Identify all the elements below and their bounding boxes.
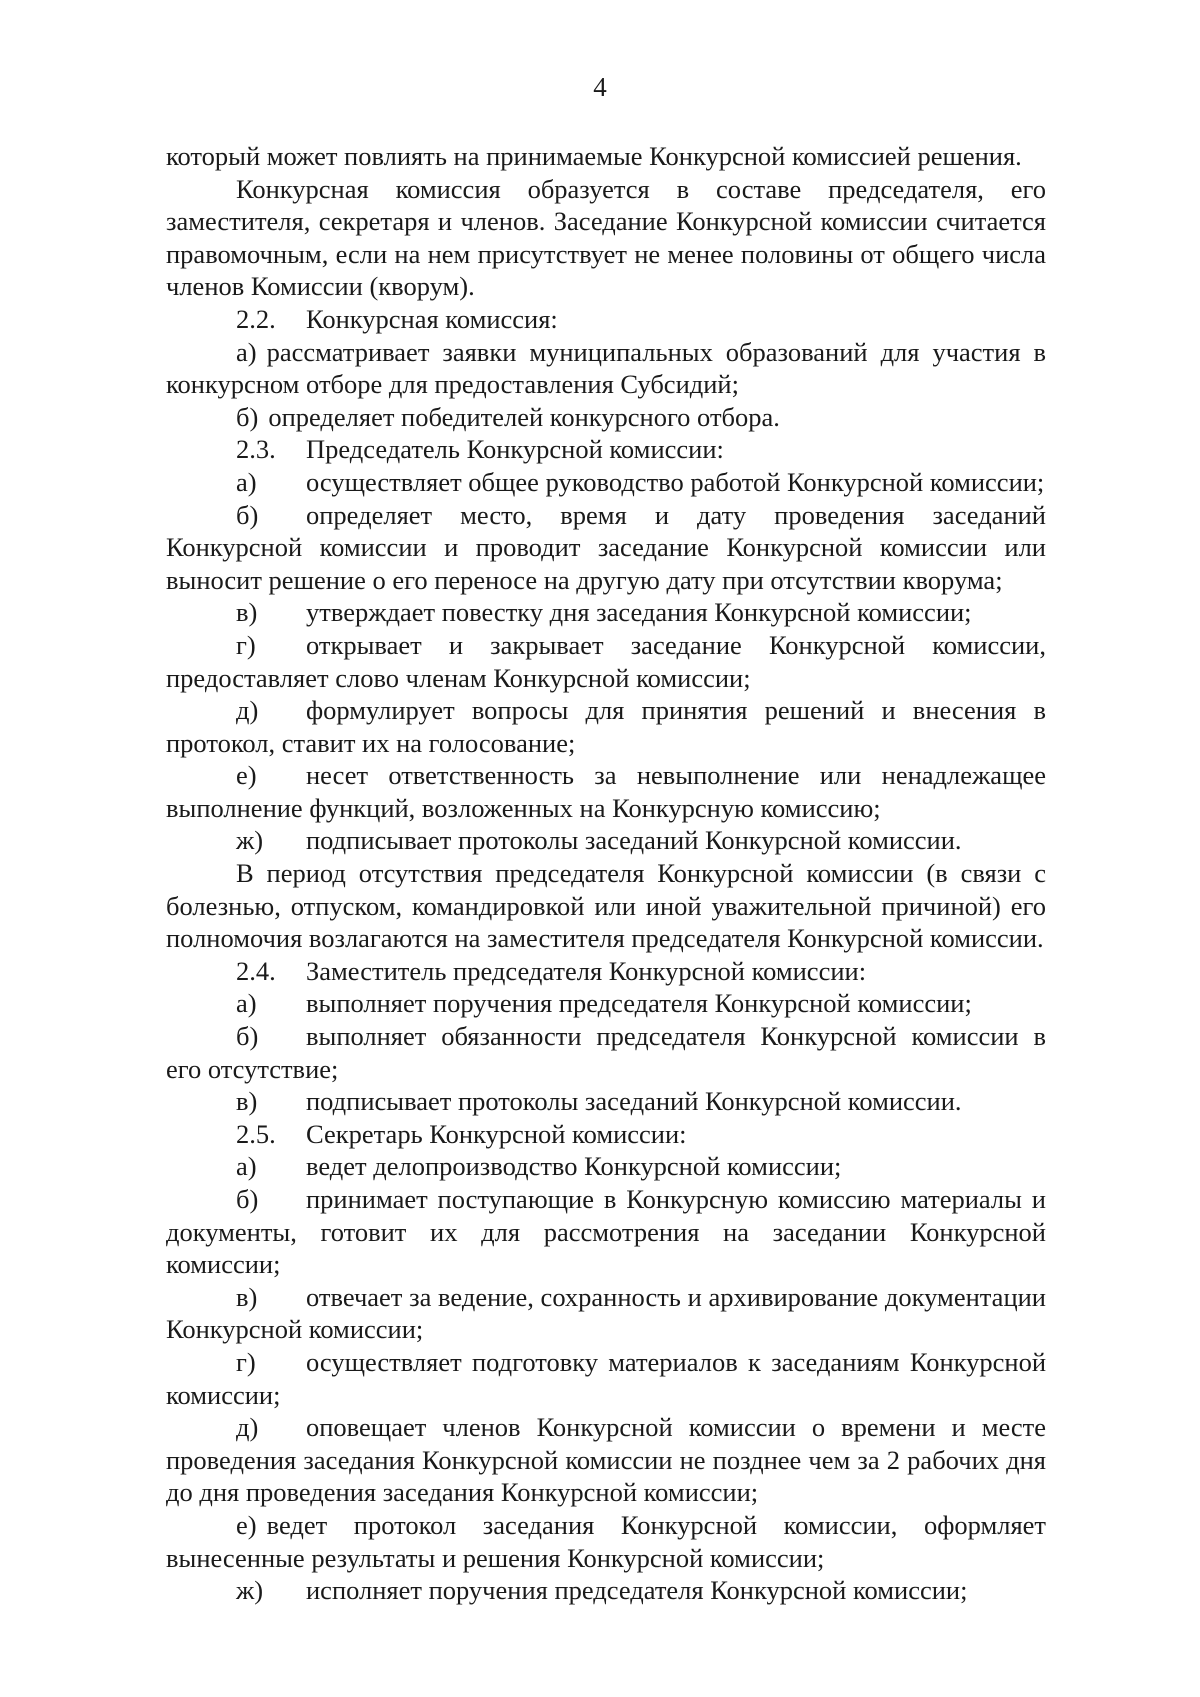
list-item — [166, 1346, 1046, 1411]
list-item-text: Председатель Конкурсной комиссии: — [306, 434, 724, 465]
list-item — [166, 1509, 1046, 1574]
list-item-marker: б) — [236, 401, 259, 432]
list-item-text: выполняет поручения председателя Конкурсной комиссии; — [306, 988, 972, 1019]
list-item-marker: ж) — [236, 1575, 264, 1606]
list-item-text: выполняет обязанности председателя Конкурсной комиссии в его отсутствие; — [166, 1021, 1046, 1084]
page-number: 4 — [593, 72, 607, 102]
list-item — [166, 824, 1046, 857]
list-item-text: формулирует вопросы для принятия решений и внесения в протокол, ставит их на голосование; — [166, 695, 1046, 758]
list-item-marker: б) — [236, 1184, 259, 1214]
list-item — [166, 1020, 1046, 1085]
list-item — [166, 466, 1046, 499]
paragraph-continuation: который может повлиять на принимаемые Конкурсной комиссией решения. — [166, 141, 1022, 171]
list-item-text: Конкурсная комиссия: — [306, 303, 558, 334]
list-item-text: определяет победителей конкурсного отбора. — [268, 401, 780, 432]
list-item — [166, 694, 1046, 759]
list-item-text: Секретарь Конкурсной комиссии: — [306, 1118, 687, 1149]
list-item-text: рассматривает заявки муниципальных образований для участия в конкурсном отборе для предоставления Субсидий; — [166, 336, 1046, 400]
list-item — [166, 1150, 1046, 1183]
list-item — [166, 987, 1046, 1020]
list-item-text: ведет делопроизводство Конкурсной комиссии; — [306, 1151, 842, 1182]
list-item-text: исполняет поручения председателя Конкурсной комиссии; — [306, 1575, 968, 1606]
list-item — [166, 1183, 1046, 1281]
list-item — [166, 336, 1046, 401]
list-item-marker: е) — [236, 760, 257, 791]
list-item — [166, 1085, 1046, 1118]
list-item — [166, 759, 1046, 824]
list-item-marker: в) — [236, 1281, 258, 1312]
list-item — [166, 499, 1046, 597]
list-item-marker: а) — [236, 466, 257, 497]
list-item — [166, 303, 1046, 336]
list-item — [166, 1574, 1046, 1607]
list-item-marker: 2.4. — [236, 955, 276, 986]
list-item — [166, 955, 1046, 988]
list-item — [166, 596, 1046, 629]
list-item-marker: е) — [236, 1509, 257, 1540]
list-item-marker: г) — [236, 629, 256, 660]
list-item-text: несет ответственность за невыполнение или ненадлежащее выполнение функций, возложенных на Конкурсную комиссию; — [166, 760, 1046, 823]
list-item-marker: 2.3. — [236, 434, 276, 465]
list-item-text: определяет место, время и дату проведения заседаний Конкурсной комиссии и проводит заседание Конкурсной комиссии или выносит решение о его переносе на другую дату при отсутствии кворума; — [166, 499, 1046, 595]
list-item-text: осуществляет подготовку материалов к заседаниям Конкурсной комиссии; — [166, 1346, 1046, 1410]
list-item-marker: 2.5. — [236, 1118, 276, 1149]
list-item — [166, 433, 1046, 466]
list-item-text: ведет протокол заседания Конкурсной комиссии, оформляет вынесенные результаты и решения Конкурсной комиссии; — [166, 1509, 1046, 1573]
list-item-marker: 2.2. — [236, 303, 276, 334]
list-item-text: подписывает протоколы заседаний Конкурсной комиссии. — [306, 825, 962, 856]
list-item-marker: д) — [236, 1412, 259, 1443]
list-item-text: отвечает за ведение, сохранность и архивирование документации Конкурсной комиссии; — [166, 1281, 1046, 1345]
list-item-marker: б) — [236, 499, 259, 530]
list-item-marker: в) — [236, 1086, 258, 1117]
list-item-marker: а) — [236, 988, 257, 1019]
list-item-marker: д) — [236, 695, 259, 726]
paragraph: Конкурсная комиссия образуется в составе председателя, его заместителя, секретаря и членов. Заседание Конкурсной комиссии считается правомочным, если на нем присутствует не менее половины от общего числа членов Комиссии (кворум). — [166, 173, 1046, 302]
document-body — [166, 140, 1046, 1607]
list-item-marker: а) — [236, 336, 257, 367]
paragraph: В период отсутствия председателя Конкурсной комиссии (в связи с болезнью, отпуском, командировкой или иной уважительной причиной) его полномочия возлагаются на заместителя председателя Конкурсной комиссии. — [166, 858, 1046, 954]
list-item — [166, 1281, 1046, 1346]
list-item-text: Заместитель председателя Конкурсной комиссии: — [306, 955, 867, 986]
list-item-text: оповещает членов Конкурсной комиссии о времени и месте проведения заседания Конкурсной комиссии не позднее чем за 2 рабочих дня до дня проведения заседания Конкурсной комиссии; — [166, 1412, 1046, 1508]
list-item-text: принимает поступающие в Конкурсную комиссию материалы и документы, готовит их для рассмотрения на заседании Конкурсной комиссии; — [166, 1184, 1046, 1280]
list-item — [166, 1411, 1046, 1509]
list-item — [166, 401, 1046, 434]
list-item-text: открывает и закрывает заседание Конкурсной комиссии, предоставляет слово членам Конкурсной комиссии; — [166, 629, 1046, 693]
list-item-marker: в) — [236, 597, 258, 628]
list-item-marker: г) — [236, 1346, 256, 1377]
list-item-text: подписывает протоколы заседаний Конкурсной комиссии. — [306, 1086, 962, 1117]
list-item-text: утверждает повестку дня заседания Конкурсной комиссии; — [306, 597, 972, 628]
list-item-marker: а) — [236, 1151, 257, 1182]
list-item-marker: ж) — [236, 825, 264, 856]
list-item-text: осуществляет общее руководство работой Конкурсной комиссии; — [306, 466, 1045, 497]
list-item — [166, 1118, 1046, 1151]
list-item — [166, 629, 1046, 694]
list-item-marker: б) — [236, 1021, 259, 1052]
